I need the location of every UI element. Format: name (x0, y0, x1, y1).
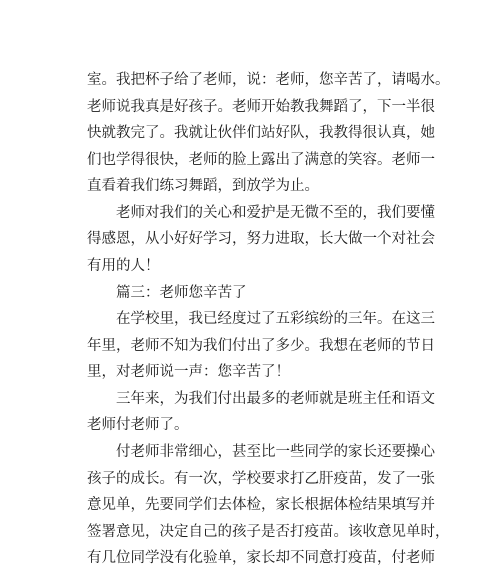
text-line: 年里，老师不知为我们付出了多少。我想在老师的节日 (87, 338, 435, 354)
text-line: 直看着我们练习舞蹈，到放学为止。 (87, 178, 319, 194)
paragraph-first-line: 老师对我们的关心和爱护是无微不至的，我们要懂 (116, 205, 435, 221)
text-line: 意见单，先要同学们去体检，家长根据体检结果填写并 (87, 497, 435, 513)
paragraph-first-line: 在学校里，我已经度过了五彩缤纷的三年。在这三 (116, 311, 435, 327)
text-line: 老师付老师了。 (87, 417, 189, 433)
text-line: 孩子的成长。有一次，学校要求打乙肝疫苗，发了一张 (87, 471, 435, 487)
text-line: 有几位同学没有化验单，家长却不同意打疫苗，付老师 (87, 550, 435, 566)
text-line: 签署意见，决定自己的孩子是否打疫苗。该收意见单时， (87, 524, 450, 540)
paragraph-first-line: 付老师非常细心，甚至比一些同学的家长还要操心 (116, 444, 435, 460)
text-line: 们也学得很快，老师的脸上露出了满意的笑容。老师一 (87, 152, 435, 168)
text-line: 快就教完了。我就让伙伴们站好队，我教得很认真，她 (87, 125, 435, 141)
paragraph-first-line: 三年来，为我们付出最多的老师就是班主任和语文 (116, 391, 435, 407)
text-line: 室。我把杯子给了老师，说：老师，您辛苦了，请喝水。 (87, 72, 450, 88)
text-line: 有用的人！ (87, 258, 160, 274)
section-heading: 篇三：老师您辛苦了 (116, 285, 247, 301)
text-line: 老师说我真是好孩子。老师开始教我舞蹈了，下一半很 (87, 99, 435, 115)
text-line: 得感恩，从小好好学习，努力进取，长大做一个对社会 (87, 231, 435, 247)
text-line: 里，对老师说一声：您辛苦了！ (87, 364, 290, 380)
